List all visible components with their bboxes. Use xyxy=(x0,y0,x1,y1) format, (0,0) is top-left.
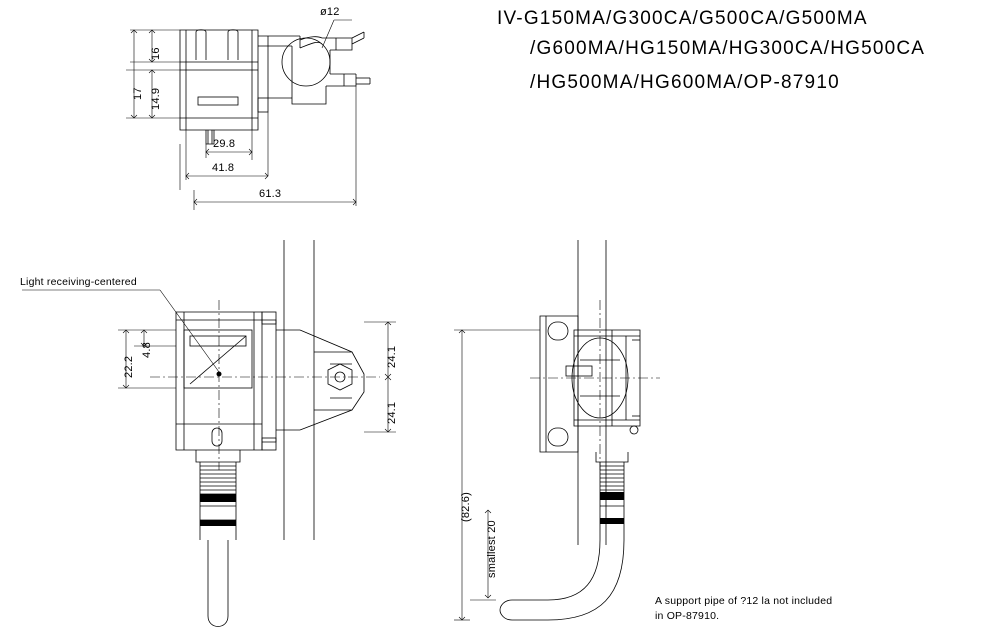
title-line-1: IV-G150MA/G300CA/G500CA/G500MA xyxy=(497,8,868,29)
dimension-61-3: 61.3 xyxy=(259,188,282,200)
dimension-diameter-12: ø12 xyxy=(320,6,340,18)
dimension-82-6: (82.6) xyxy=(460,492,472,522)
light-receiving-callout: Light receiving-centered xyxy=(20,276,137,288)
dimension-4-8: 4.8 xyxy=(141,342,153,358)
dimension-22-2: 22.2 xyxy=(123,355,135,378)
dimension-41-8: 41.8 xyxy=(212,162,235,174)
title-line-3: /HG500MA/HG600MA/OP-87910 xyxy=(530,72,840,93)
dimension-smallest-20: smallest 20 xyxy=(486,520,498,578)
note-line-1: A support pipe of ?12 la not included xyxy=(655,595,833,607)
dimension-24-1-lower: 24.1 xyxy=(386,401,398,424)
dimension-14-9: 14.9 xyxy=(150,87,162,110)
dimension-17: 17 xyxy=(132,87,144,100)
dimension-29-8: 29.8 xyxy=(213,138,236,150)
dimension-16: 16 xyxy=(150,47,162,60)
dimension-24-1-upper: 24.1 xyxy=(386,345,398,368)
note-line-2: in OP-87910. xyxy=(655,610,720,622)
title-line-2: /G600MA/HG150MA/HG300CA/HG500CA xyxy=(530,38,926,59)
